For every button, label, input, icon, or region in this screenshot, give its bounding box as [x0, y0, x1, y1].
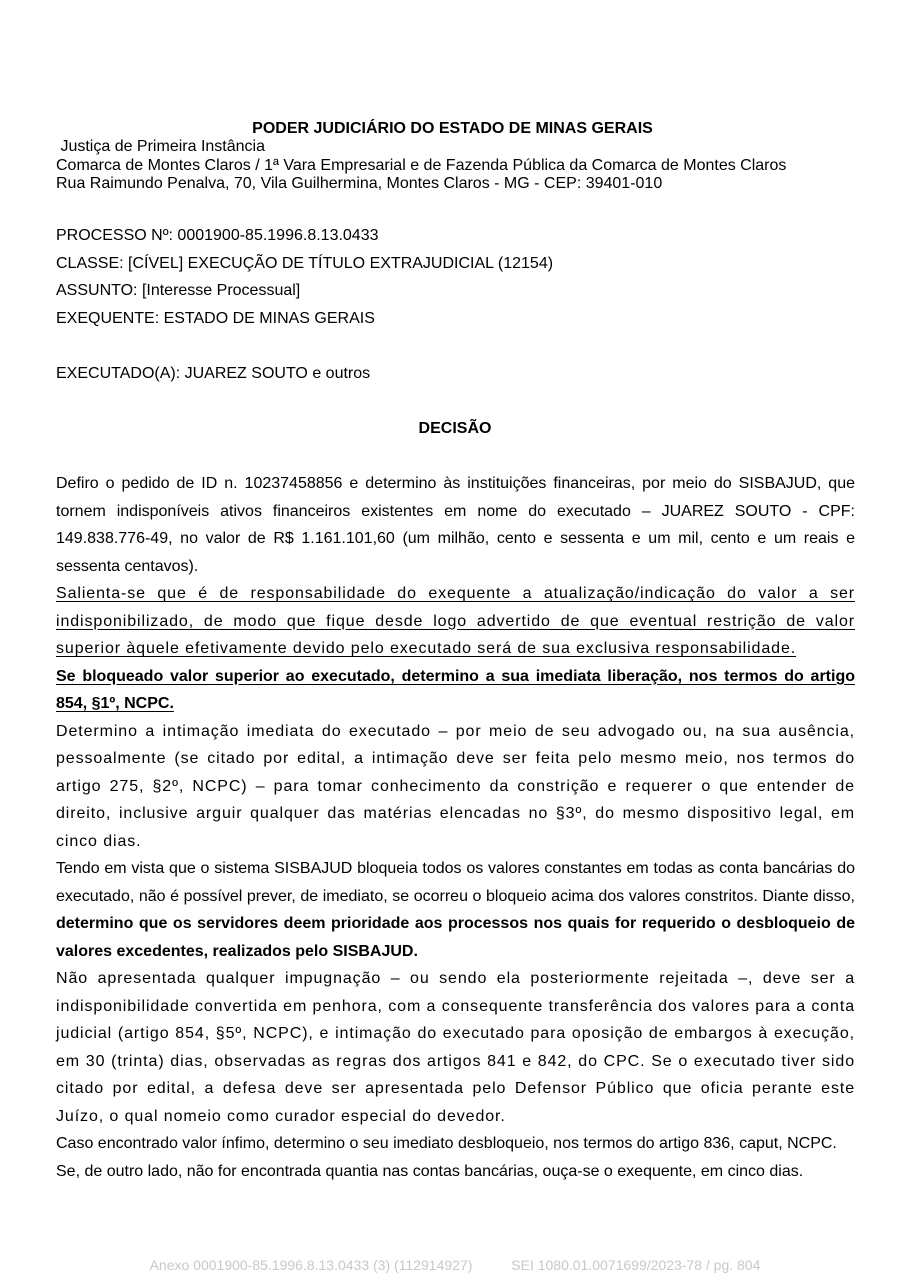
processo-line: PROCESSO Nº: 0001900-85.1996.8.13.0433 [56, 227, 379, 244]
decision-body [56, 470, 855, 1185]
court-header [56, 138, 786, 194]
decision-title: DECISÃO [418, 420, 492, 437]
paragraph-3: Se bloqueado valor superior ao executado, determino a sua imediata liberação, nos termos do artigo 854, §1º, NCPC. [56, 667, 855, 712]
paragraph-5-normal: Tendo em vista que o sistema SISBAJUD bloqueia todos os valores constantes em todas as conta bancárias do executado, não é possível prever, de imediato, se ocorreu o bloqueio acima dos valores constritos. Diante disso, [56, 860, 855, 905]
assunto-line: ASSUNTO: [Interesse Processual] [56, 282, 301, 299]
executado-line: EXECUTADO(A): JUAREZ SOUTO e outros [56, 365, 371, 382]
instance-line: Justiça de Primeira Instância [56, 138, 265, 155]
footer-annex: Anexo 0001900-85.1996.8.13.0433 (3) (112914927) [149, 1257, 473, 1273]
classe-line: CLASSE: [CÍVEL] EXECUÇÃO DE TÍTULO EXTRAJUDICIAL (12154) [56, 255, 554, 272]
court-line: Comarca de Montes Claros / 1ª Vara Empresarial e de Fazenda Pública da Comarca de Montes Claros [56, 156, 787, 174]
footer-sei: SEI 1080.01.0071699/2023-78 / pg. 804 [511, 1257, 761, 1273]
address-line: Rua Raimundo Penalva, 70, Vila Guilhermina, Montes Claros - MG - CEP: 39401-010 [56, 175, 663, 192]
paragraph-2: Salienta-se que é de responsabilidade do exequente a atualização/indicação do valor a ser indisponibilizado, de modo que fique desde logo advertido de que eventual restrição de valor superior àquele efetivamente devido pelo executado será de sua exclusiva responsabilidade. [56, 585, 855, 657]
paragraph-1: Defiro o pedido de ID n. 10237458856 e determino às instituições financeiras, por meio do SISBAJUD, que tornem indisponíveis ativos financeiros existentes em nome do executado – JUAREZ SOUTO - CPF: 149.838.776-49, no valor de R$ 1.161.101,60 (um milhão, cento e sessenta e um mil, cento e um reais e sessenta centavos). [56, 475, 855, 575]
page-footer [0, 1257, 910, 1274]
paragraph-5 [56, 855, 855, 965]
court-title: PODER JUDICIÁRIO DO ESTADO DE MINAS GERAIS [252, 120, 653, 137]
paragraph-7: Caso encontrado valor ínfimo, determino o seu imediato desbloqueio, nos termos do artigo 836, caput, NCPC. [56, 1135, 837, 1152]
exequente-line: EXEQUENTE: ESTADO DE MINAS GERAIS [56, 310, 375, 327]
paragraph-8: Se, de outro lado, não for encontrada quantia nas contas bancárias, ouça-se o exequente, em cinco dias. [56, 1162, 804, 1180]
paragraph-5-bold: determino que os servidores deem prioridade aos processos nos quais for requerido o desbloqueio de valores excedentes, realizados pelo SISBAJUD. [56, 915, 855, 960]
paragraph-6: Não apresentada qualquer impugnação – ou sendo ela posteriormente rejeitada –, deve ser a indisponibilidade convertida em penhora, com a consequente transferência dos valores para a conta judicial (artigo 854, §5º, NCPC), e intimação do executado para oposição de embargos à execução, em 30 (trinta) dias, observadas as regras dos artigos 841 e 842, do CPC. Se o executado tiver sido citado por edital, a defesa deve ser apresentada pelo Defensor Público que oficia perante este Juízo, o qual nomeio como curador especial do devedor. [56, 970, 855, 1125]
paragraph-4: Determino a intimação imediata do executado – por meio de seu advogado ou, na sua ausência, pessoalmente (se citado por edital, a intimação deve ser feita pelo mesmo meio, nos termos do artigo 275, §2º, NCPC) – para tomar conhecimento da constrição e requerer o que entender de direito, inclusive arguir qualquer das matérias elencadas no §3º, do mesmo dispositivo legal, em cinco dias. [56, 722, 855, 850]
